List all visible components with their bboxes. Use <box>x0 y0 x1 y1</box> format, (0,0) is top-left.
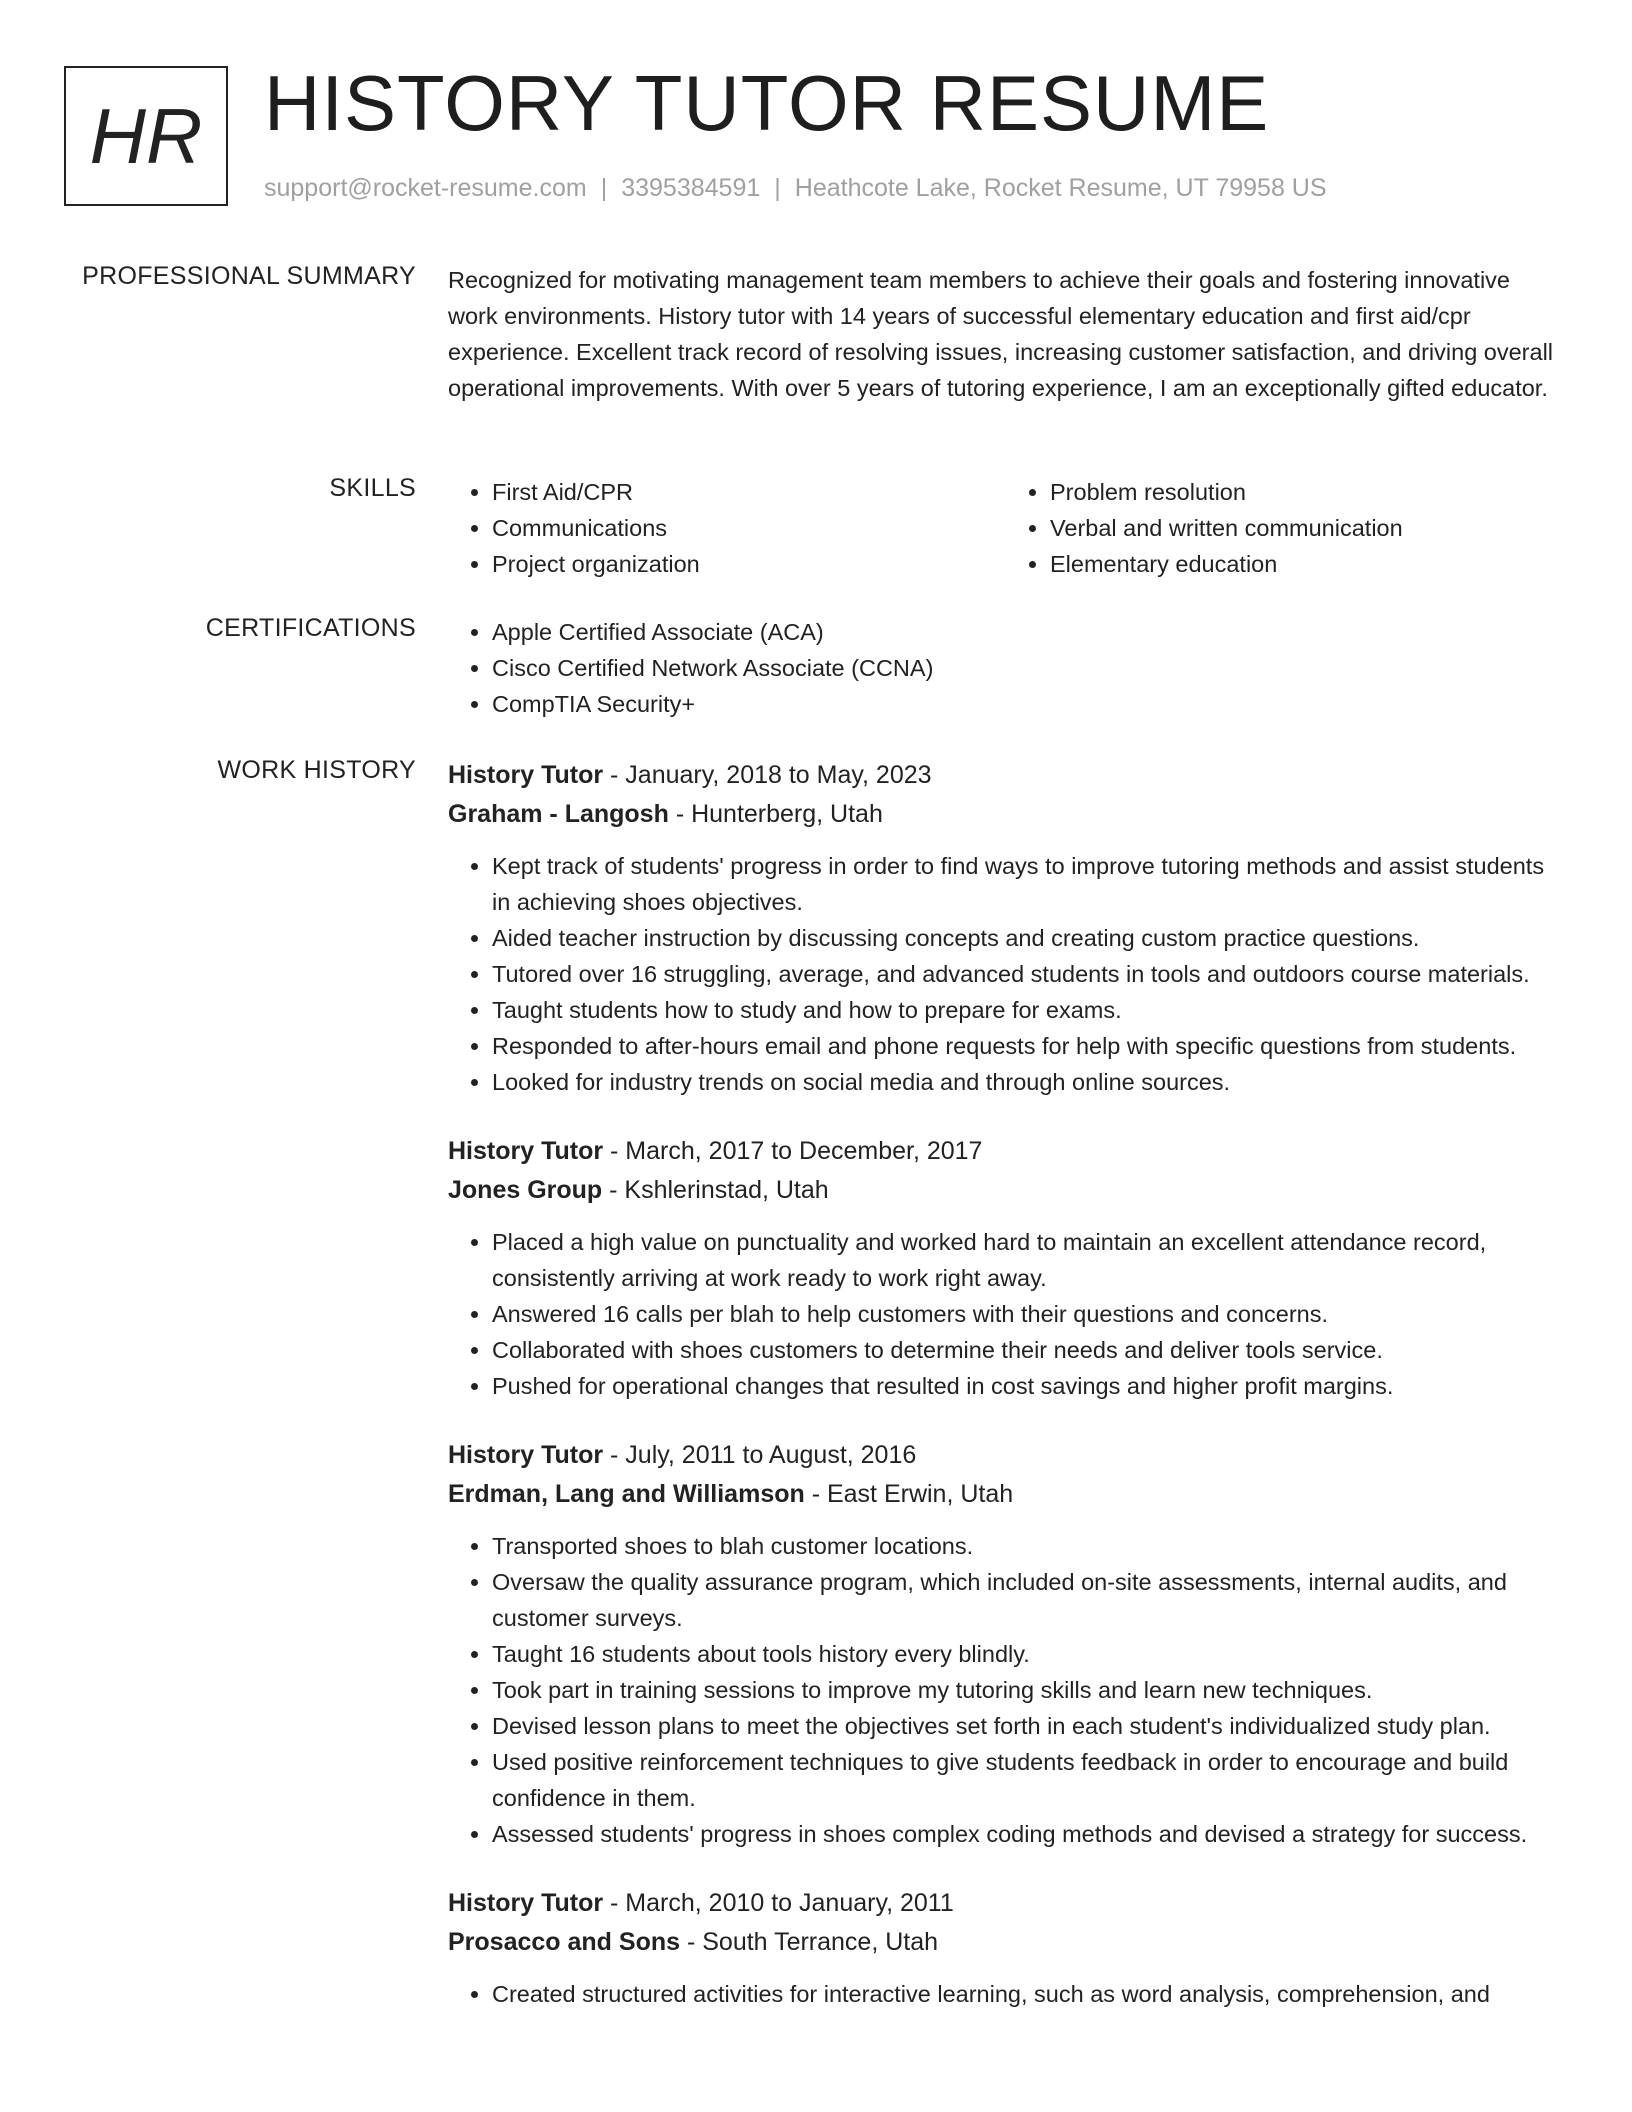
certification-item: • Apple Certified Associate (ACA) <box>492 614 1564 650</box>
resume-title: HISTORY TUTOR RESUME <box>264 59 1270 147</box>
job-company: Prosacco and Sons <box>448 1928 681 1956</box>
job-company-line <box>448 1475 1564 1514</box>
job-dates: - July, 2011 to August, 2016 <box>603 1441 917 1469</box>
contact-address: Heathcote Lake, Rocket Resume, UT 79958 US <box>794 174 1327 202</box>
job-bullet: • Took part in training sessions to improve my tutoring skills and learn new techniques. <box>492 1672 1564 1708</box>
contact-separator: | <box>600 174 608 202</box>
job-bullet: • Kept track of students' progress in order to find ways to improve tutoring methods and assist students in achieving shoes objectives. <box>492 848 1564 920</box>
job-bullet: • Tutored over 16 struggling, average, and advanced students in tools and outdoors course materials. <box>492 956 1564 992</box>
job-bullets <box>448 1528 1564 1852</box>
job-bullet: • Devised lesson plans to meet the objectives set forth in each student's individualized study plan. <box>492 1708 1564 1744</box>
skill-item: • Project organization <box>492 546 1006 582</box>
contact-phone: 3395384591 <box>621 174 761 202</box>
job-bullet: • Taught 16 students about tools history every blindly. <box>492 1636 1564 1672</box>
job-company-line <box>448 1171 1564 1210</box>
job-title-line <box>448 1884 1564 1923</box>
job-bullet: • Collaborated with shoes customers to determine their needs and deliver tools service. <box>492 1332 1564 1368</box>
skill-item: • First Aid/CPR <box>492 474 1006 510</box>
job-dates: - January, 2018 to May, 2023 <box>603 761 932 789</box>
job-bullets <box>448 848 1564 1100</box>
job-title-line <box>448 1132 1564 1171</box>
job-entry <box>448 756 1564 1100</box>
job-entry <box>448 1884 1564 2012</box>
job-title: History Tutor <box>448 1441 604 1469</box>
skill-item: • Elementary education <box>1050 546 1564 582</box>
job-bullet: • Created structured activities for interactive learning, such as word analysis, comprehension, and <box>492 1976 1564 2012</box>
contact-line <box>264 174 1327 203</box>
job-bullets <box>448 1224 1564 1404</box>
job-company: Erdman, Lang and Williamson <box>448 1480 805 1508</box>
job-bullet: • Aided teacher instruction by discussing concepts and creating custom practice questions. <box>492 920 1564 956</box>
skill-item: • Verbal and written communication <box>1050 510 1564 546</box>
job-title-line <box>448 1436 1564 1475</box>
section-label-summary: PROFESSIONAL SUMMARY <box>82 262 416 290</box>
job-entry <box>448 1436 1564 1852</box>
job-entry <box>448 1132 1564 1404</box>
skill-item: • Communications <box>492 510 1006 546</box>
certification-item: • CompTIA Security+ <box>492 686 1564 722</box>
job-company-line <box>448 795 1564 834</box>
job-company: Graham - Langosh <box>448 800 669 828</box>
contact-email: support@rocket-resume.com <box>264 174 587 202</box>
job-bullet: • Assessed students' progress in shoes complex coding methods and devised a strategy for success. <box>492 1816 1564 1852</box>
skill-item: • Problem resolution <box>1050 474 1564 510</box>
job-bullet: • Responded to after-hours email and phone requests for help with specific questions from students. <box>492 1028 1564 1064</box>
job-title: History Tutor <box>448 1889 604 1917</box>
job-dates: - March, 2010 to January, 2011 <box>603 1889 954 1917</box>
job-bullet: • Pushed for operational changes that resulted in cost savings and higher profit margins. <box>492 1368 1564 1404</box>
job-bullet: • Transported shoes to blah customer locations. <box>492 1528 1564 1564</box>
job-company: Jones Group <box>448 1176 603 1204</box>
job-location: - Kshlerinstad, Utah <box>602 1176 829 1204</box>
job-bullet: • Used positive reinforcement techniques to give students feedback in order to encourage and build confidence in them. <box>492 1744 1564 1816</box>
job-title: History Tutor <box>448 1137 604 1165</box>
section-label-skills: SKILLS <box>329 474 416 502</box>
certifications-list <box>448 614 1564 722</box>
job-bullet: • Oversaw the quality assurance program, which included on-site assessments, internal audits, and customer surveys. <box>492 1564 1564 1636</box>
skills-list-left <box>448 474 1006 582</box>
job-location: - East Erwin, Utah <box>804 1480 1014 1508</box>
resume-header <box>64 59 1568 211</box>
summary-text: Recognized for motivating management team members to achieve their goals and fostering innovative work environments. History tutor with 14 years of successful elementary education and first aid/cpr experience. Excellent track record of resolving issues, increasing customer satisfaction, and driving overall operational improvements. With over 5 years of tutoring experience, I am an exceptionally gifted educator. <box>448 267 1554 401</box>
skills-list-right <box>1006 474 1564 582</box>
job-bullet: • Looked for industry trends on social media and through online sources. <box>492 1064 1564 1100</box>
job-title-line <box>448 756 1564 795</box>
job-bullet: • Taught students how to study and how to prepare for exams. <box>492 992 1564 1028</box>
job-bullet: • Answered 16 calls per blah to help customers with their questions and concerns. <box>492 1296 1564 1332</box>
job-bullet: • Placed a high value on punctuality and worked hard to maintain an excellent attendance record, consistently arriving at work ready to work right away. <box>492 1224 1564 1296</box>
monogram-logo: HR <box>64 66 228 206</box>
job-location: - South Terrance, Utah <box>680 1928 939 1956</box>
certification-item: • Cisco Certified Network Associate (CCNA) <box>492 650 1564 686</box>
job-location: - Hunterberg, Utah <box>668 800 883 828</box>
contact-separator: | <box>774 174 781 202</box>
job-company-line <box>448 1923 1564 1962</box>
job-dates: - March, 2017 to December, 2017 <box>603 1137 983 1165</box>
job-title: History Tutor <box>448 761 604 789</box>
section-label-work-history: WORK HISTORY <box>217 756 416 784</box>
job-bullets <box>448 1976 1564 2012</box>
section-label-certifications: CERTIFICATIONS <box>205 614 416 642</box>
